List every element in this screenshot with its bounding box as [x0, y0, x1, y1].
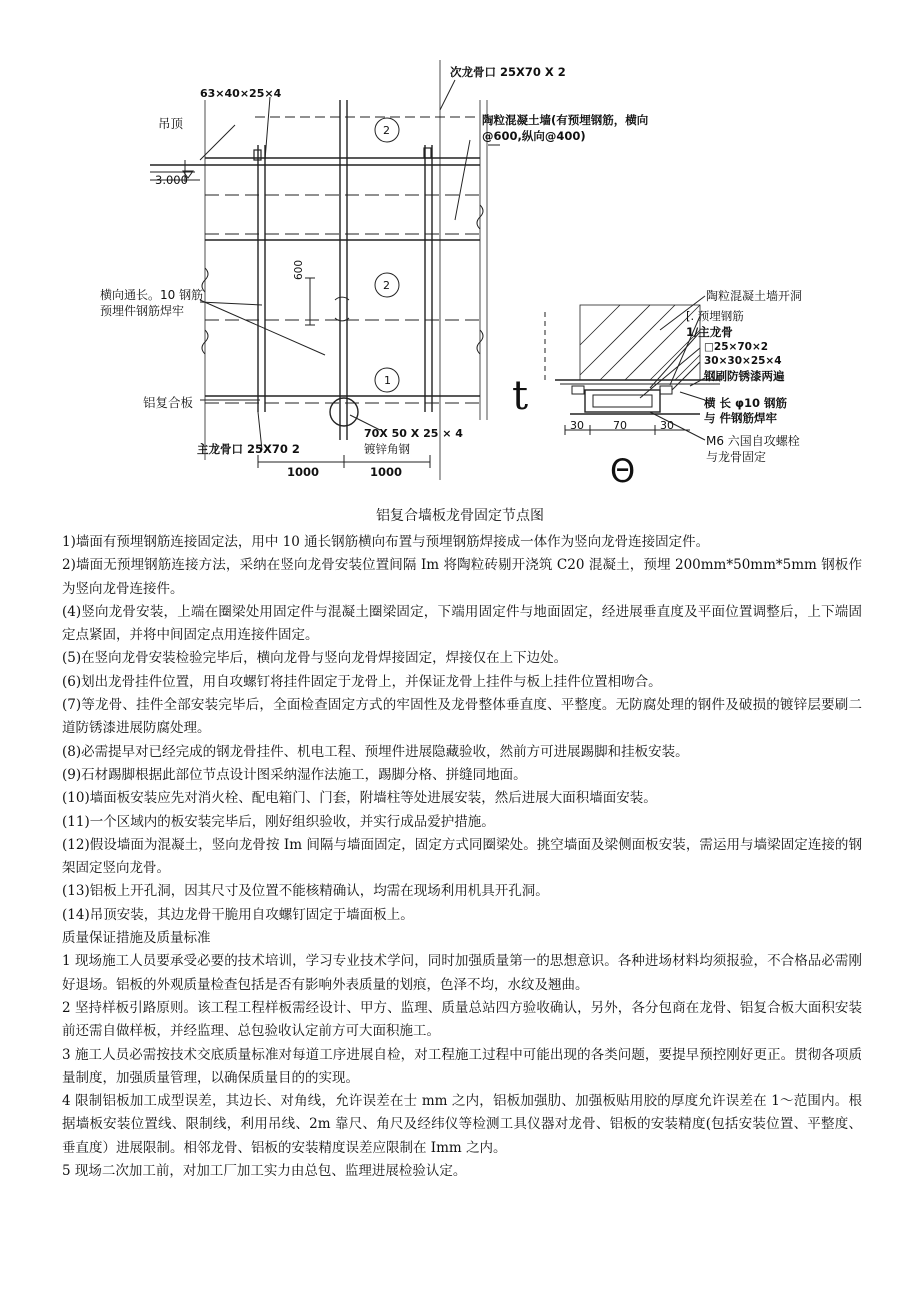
paragraph: (10)墙面板安装应先对消火栓、配电箱门、门套，附墙柱等处进展安装，然后进展大面积墙面安装。: [62, 790, 657, 807]
paragraph: (6)划出龙骨挂件位置，用自攻螺钉将挂件固定于龙骨上，并保证龙骨上挂件与板上挂件位置相吻合。: [62, 673, 662, 690]
section-heading: 质量保证措施及质量标准: [62, 930, 211, 947]
label-ceramsite-wall: 陶粒混凝土墙(有预埋钢筋，横向@600,纵向@400): [482, 113, 649, 143]
paragraph: (12)假设墙面为混凝土，竖向龙骨按 Im 间隔与墙面固定，固定方式同圈梁处。挑空墙面及梁侧面板安装，需运用与墙梁固定连接的钢架固定竖向龙骨。: [62, 836, 862, 877]
keel-node-drawing: [0, 0, 920, 500]
label-aluminum-panel: 铝复合板: [143, 395, 194, 410]
paragraph: (5)在竖向龙骨安装检验完毕后，横向龙骨与竖向龙骨焊接固定，焊接仅在上下边处。: [62, 650, 568, 667]
paragraph: (4)竖向龙骨安装，上端在圈梁处用固定件与混凝土圈梁固定，下端用固定件与地面固定，经进展垂直度及平面位置调整后，上下端固定点紧固，并将中间固定点用连接件固定。: [62, 603, 862, 644]
label-angle-63: 63×40×25×4: [200, 87, 282, 100]
paragraph: (7)等龙骨、挂件全部安装完毕后，全面检查固定方式的牢固性及龙骨整体垂直度、平整度。无防腐处理的钢件及破损的镀锌层要刷二道防锈漆进展防腐处理。: [62, 697, 862, 737]
paragraph: 5 现场二次加工前，对加工厂加工实力由总包、监理进展检验认定。: [62, 1163, 467, 1180]
figure-caption: 铝复合墙板龙骨固定节点图: [376, 508, 544, 524]
label-detail-dim-70: 70: [613, 419, 627, 432]
label-dim-600: 600: [293, 259, 305, 280]
label-screw: M6 六国自攻螺栓与龙骨固定: [706, 434, 800, 464]
label-angle-70: 70X 50 X 25 × 4: [364, 427, 463, 440]
label-secondary-keel: 次龙骨口 25X70 X 2: [450, 65, 566, 79]
label-detail-dim-30a: 30: [570, 419, 584, 432]
label-embedded-rebar: [. 预埋钢筋: [686, 309, 744, 323]
label-detail-dim-30b: 30: [660, 419, 674, 432]
label-wall-opening: 陶粒混凝土墙开洞: [706, 289, 803, 303]
paragraph: 1 现场施工人员要承受必要的技术培训，学习专业技术学问，同时加强质量第一的思想意识。各种进场材料均须报验，不合格品必需刚好退场。铝板的外观质量检查包括是否有影响外表质量的划痕，色泽不均，水纹及翘曲。: [62, 953, 862, 993]
label-weld-1: 横 长 φ10 钢筋: [704, 396, 788, 410]
paragraph: (14)吊顶安装，其边龙骨干脆用自攻螺钉固定于墙面板上。: [62, 906, 414, 923]
label-big-theta: Θ: [610, 452, 636, 490]
section-marker-2b: 2: [383, 279, 390, 292]
label-detail-25x70: □25×70×2: [704, 341, 769, 353]
label-dim-1000-a: 1000: [287, 465, 320, 479]
paragraph: 4 限制铝板加工成型误差，其边长、对角线，允许误差在士 mm 之内，铝板加强肋、加强板贴用胶的厚度允许误差在 1～范围内。根据墙板安装位置线、限制线，利用吊线、2m 靠尺、角尺及经纬仪等检测工具仪器对龙骨、铝板的安装精度(包括安装位置、平整度、垂直度）进展限制。相邻龙骨、铝板的安装精度误差应限制在 Imm 之内。: [62, 1093, 862, 1156]
label-horizontal-rebar: 横向通长。10 钢筋预埋件钢筋焊牢: [100, 288, 204, 318]
paragraph: 3 施工人员必需按技术交底质量标准对每道工序进展自检，对工程施工过程中可能出现的各类问题，要提早预控刚好更正。贯彻各项质量制度，加强质量管理，以确保质量目的的实现。: [62, 1046, 862, 1086]
label-elevation: 3.000: [155, 173, 188, 187]
body-text: [62, 531, 862, 1183]
label-main-keel: 主龙骨口 25X70 2: [197, 442, 300, 456]
section-marker-1: 1: [384, 374, 391, 387]
paragraph: 1)墙面有预埋钢筋连接固定法，用中 10 通长钢筋横向布置与预埋钢筋焊接成一体作为竖向龙骨连接固定件。: [62, 534, 710, 550]
section-marker-2a: 2: [383, 124, 390, 137]
label-detail-30x30: 30×30×25×4: [704, 355, 782, 367]
paragraph: 2)墙面无预埋钢筋连接方法，采纳在竖向龙骨安装位置间隔 Im 将陶粒砖剔开浇筑 C20 混凝土，预埋 200mm*50mm*5mm 钢板作为竖向龙骨连接件。: [62, 557, 862, 597]
label-ceiling: 吊顶: [158, 116, 184, 131]
label-galvanized-angle: 镀锌角钢: [364, 442, 410, 456]
paragraph: (11)一个区域内的板安装完毕后，刚好组织验收，并实行成品爱护措施。: [62, 813, 495, 830]
paragraph: (13)铝板上开孔洞，因其尺寸及位置不能核精确认，均需在现场利用机具开孔洞。: [62, 883, 549, 900]
label-rust-paint: 钢刷防锈漆两遍: [704, 369, 785, 383]
paragraph: (9)石材踢脚根据此部位节点设计图采纳湿作法施工，踢脚分格、拼缝同地面。: [62, 766, 527, 783]
label-dim-1000-b: 1000: [370, 465, 403, 479]
label-big-t: t: [512, 373, 529, 419]
label-detail-main-keel: 1/主龙骨: [686, 325, 733, 339]
paragraph: 2 坚持样板引路原则。该工程工程样板需经设计、甲方、监理、质量总站四方验收确认，另外，各分包商在龙骨、铝复合板大面积安装前还需自做样板，并经监理、总包验收认定前方可大面积施工。: [62, 999, 862, 1040]
paragraph: (8)必需提早对已经完成的钢龙骨挂件、机电工程、预埋件进展隐藏验收，然前方可进展踢脚和挂板安装。: [62, 743, 689, 760]
label-weld-2: 与 件钢筋焊牢: [704, 411, 778, 425]
